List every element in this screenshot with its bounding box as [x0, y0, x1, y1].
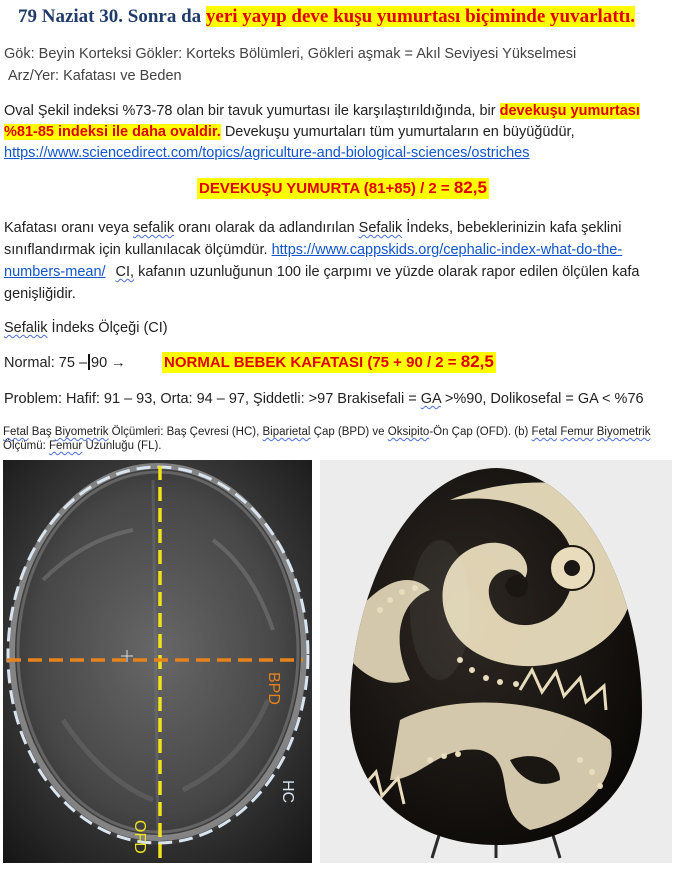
scale-rest: İndeks Ölçeği (CI) — [47, 320, 168, 336]
scale-heading — [4, 318, 168, 339]
problem-ga: GA — [420, 391, 441, 407]
oval-text-1: Oval Şekil indeksi %73-78 olan bir tavuk yumurtası ile karşılaştırıldığında, bir — [4, 103, 500, 119]
ultrasound-image — [3, 460, 312, 863]
caption-line2a: Ölçümü: — [3, 440, 50, 452]
sciencedirect-link[interactable]: https://www.sciencedirect.com/topics/agriculture-and-biological-sciences/ostriches — [4, 145, 530, 161]
caption-oksipito: Oksipito — [387, 426, 430, 438]
ostrich-calc-value: 82,5 — [453, 178, 487, 197]
text-cursor — [88, 354, 90, 370]
normal-label — [4, 353, 126, 374]
cephalic-ci: CI, — [115, 264, 135, 280]
intro-line-2: Arz/Yer: Kafatası ve Beden — [8, 68, 182, 84]
ofd-label: OFD — [131, 820, 148, 854]
hc-label: HC — [279, 780, 296, 804]
title-highlight: yeri yayıp deve kuşu yumurtası biçiminde yuvarlattı. — [205, 6, 636, 27]
caption-line-1 — [3, 425, 683, 439]
cephalic-text-3: İndeks, bebeklerinizin kafa şeklini — [402, 220, 622, 236]
caption-femur-2: Femur — [49, 440, 83, 452]
normal-end: 90 → — [91, 355, 126, 371]
caption-biyo-1: Biyometrik — [54, 426, 109, 438]
cappskids-link[interactable]: https://www.cappskids.org/cephalic-index-what-do-the- — [271, 242, 623, 258]
caption-fetal-1: Fetal — [3, 426, 29, 438]
problem-text-2: >%90, Dolikosefal = GA < %76 — [440, 391, 644, 407]
ostrich-calc — [197, 178, 489, 199]
oval-paragraph-line-1 — [4, 101, 640, 122]
oval-highlight-1: devekuşu yumurtası — [499, 103, 640, 119]
normal-highlight-text: NORMAL BEBEK KAFATASI (75 + 90 / 2 = — [164, 354, 461, 371]
caption-line-2 — [3, 439, 683, 453]
scale-sefalik: Sefalik — [4, 320, 48, 336]
cephalic-text-4: sınıflandırmak için kullanılacak ölçümdür. — [4, 242, 272, 258]
caption-femur: Femur — [560, 426, 594, 438]
oval-paragraph-line-2 — [4, 122, 575, 143]
ostrich-calc-text: DEVEKUŞU YUMURTA (81+85) / 2 = — [199, 180, 454, 197]
title-prefix: 79 Naziat 30. Sonra da — [18, 6, 206, 27]
oval-link-line — [4, 143, 529, 164]
cephalic-text-2: oranı olarak da adlandırılan — [174, 220, 359, 236]
caption-t2: Ölçümleri: Baş Çevresi (HC), — [108, 426, 263, 438]
egg-flower-motif — [550, 546, 594, 590]
normal-label-text: Normal: 75 – — [4, 355, 88, 371]
cephalic-line-1 — [4, 218, 621, 239]
caption-t3: Çap (BPD) ve — [310, 426, 388, 438]
normal-highlight-value: 82,5 — [460, 352, 494, 371]
caption-biparietal: Biparietal — [262, 426, 311, 438]
problem-line — [4, 389, 644, 410]
ostrich-egg-image — [320, 460, 672, 863]
cappskids-link-continued[interactable]: numbers-mean/ — [4, 264, 106, 280]
page-title — [18, 6, 635, 28]
cephalic-line-3 — [4, 262, 639, 283]
normal-highlight — [162, 352, 496, 372]
bpd-label: BPD — [265, 672, 282, 705]
problem-text-1: Problem: Hafif: 91 – 93, Orta: 94 – 97, Şiddetli: >97 Brakisefali = — [4, 391, 421, 407]
figure-caption — [3, 425, 683, 453]
cephalic-line-2 — [4, 240, 622, 261]
caption-line2b: Uzunluğu (FL). — [82, 440, 162, 452]
caption-t1: Baş — [28, 426, 55, 438]
oval-highlight-2: %81-85 indeksi ile daha ovaldir. — [4, 124, 221, 140]
cephalic-text-1: Kafatası oranı veya — [4, 220, 133, 236]
caption-t4: -Ön Çap (OFD). (b) — [429, 426, 532, 438]
ostrich-calc-line — [0, 178, 686, 198]
intro-line-1: Gök: Beyin Korteksi Gökler: Korteks Bölümleri, Gökleri aşmak = Akıl Seviyesi Yükselmesi — [4, 46, 577, 62]
cephalic-line-4: genişliğidir. — [4, 286, 76, 302]
cephalic-sefalik-1: sefalik — [132, 220, 175, 236]
cephalic-text-5: kafanın uzunluğunun 100 ile çarpımı ve yüzde olarak rapor edilen ölçülen kafa — [134, 264, 640, 280]
oval-text-2: Devekuşu yumurtaları tüm yumurtaların en büyüğüdür, — [220, 124, 575, 140]
caption-biyo-2: Biyometrik — [596, 426, 651, 438]
caption-fetal-2: Fetal — [531, 426, 558, 438]
cephalic-sefalik-2: Sefalik — [358, 220, 403, 236]
